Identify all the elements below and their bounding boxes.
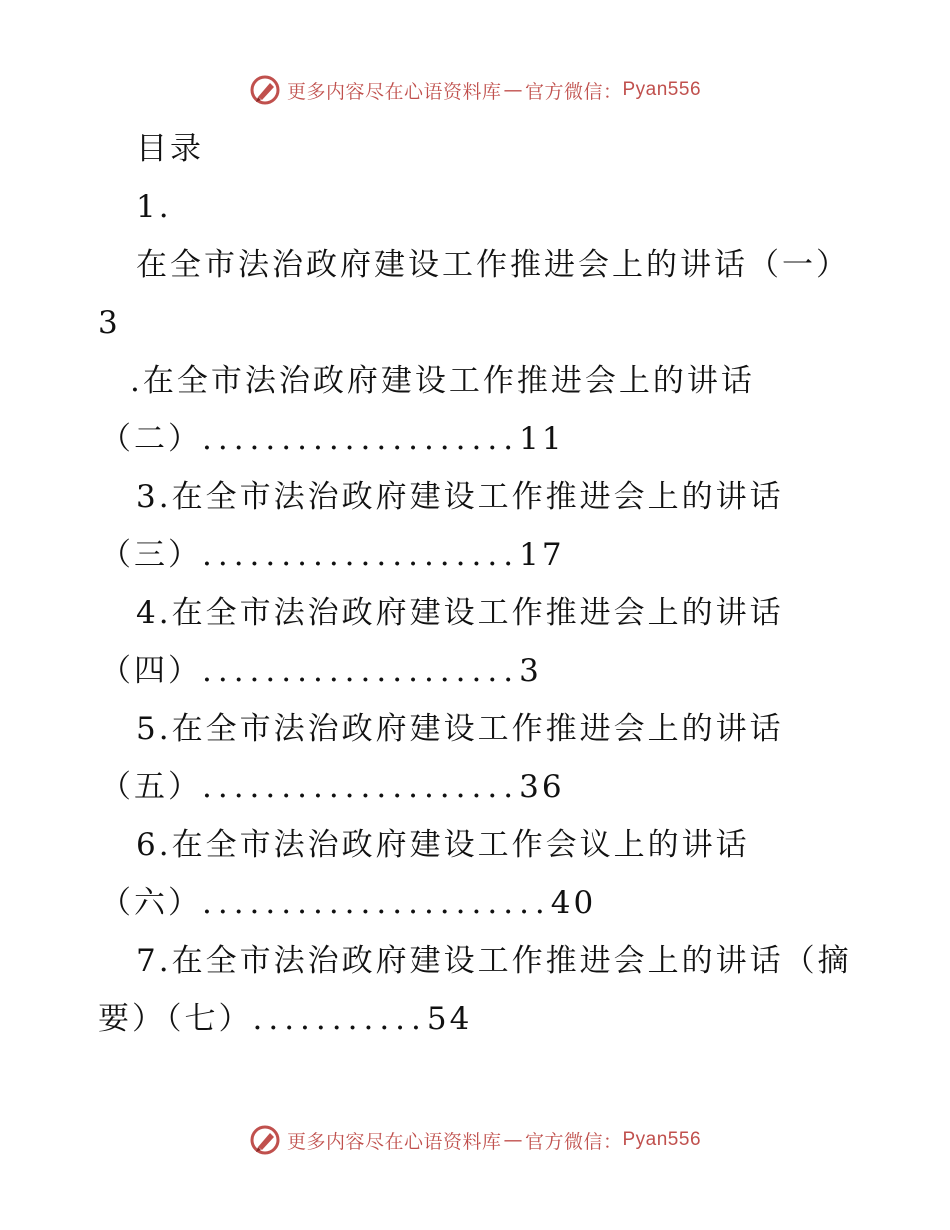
toc-entry-6-cont[interactable] — [100, 874, 596, 932]
toc-entry-3-prefix: 3. — [136, 479, 172, 515]
watermark-separator: — — [503, 79, 523, 101]
toc-entry-4-cont[interactable] — [100, 642, 542, 700]
toc-entry-7-page: 54 — [426, 1001, 473, 1037]
toc-entry-2-sub: （二） — [100, 421, 202, 457]
toc-entry-4-prefix: 4. — [136, 595, 172, 631]
toc-entry-5-cont[interactable] — [100, 758, 565, 816]
header-watermark — [0, 70, 950, 110]
toc-entry-7-leader: ........... — [252, 1001, 427, 1037]
watermark-text: 更多内容尽在心语资料库 — [286, 1130, 502, 1153]
toc-entry-5-text: 在全市法治政府建设工作推进会上的讲话 — [171, 711, 784, 747]
toc-entry-1-prefix: 1. — [136, 189, 172, 225]
watermark-wechat-label: 官方微信： — [524, 80, 623, 103]
toc-entry-6-leader: ...................... — [202, 885, 551, 921]
toc-entry-3-cont[interactable] — [100, 526, 565, 584]
toc-entry-6[interactable] — [136, 816, 750, 874]
toc-entry-4-page: 3 — [519, 653, 542, 689]
toc-entry-7[interactable] — [136, 932, 852, 990]
toc-entry-3[interactable] — [136, 468, 784, 526]
toc-entry-5-sub: （五） — [100, 769, 202, 805]
toc-entry-2-text: 在全市法治政府建设工作推进会上的讲话 — [142, 363, 755, 399]
toc-entry-1-page: 3 — [98, 305, 121, 341]
toc-entry-4-text: 在全市法治政府建设工作推进会上的讲话 — [171, 595, 784, 631]
toc-entry-4[interactable] — [136, 584, 784, 642]
toc-entry-5-leader: .................... — [202, 769, 520, 805]
toc-entry-6-sub: （六） — [100, 885, 202, 921]
watermark-text: 更多内容尽在心语资料库 — [286, 80, 502, 103]
toc-entry-6-text: 在全市法治政府建设工作会议上的讲话 — [171, 827, 750, 863]
watermark-wechat-id: Pyan556 — [622, 1129, 702, 1150]
toc-entry-3-text: 在全市法治政府建设工作推进会上的讲话 — [171, 479, 784, 515]
watermark-separator: — — [503, 1129, 523, 1151]
toc-entry-6-page: 40 — [550, 885, 597, 921]
toc-entry-4-sub: （四） — [100, 653, 202, 689]
toc-entry-2-page: 11 — [519, 421, 565, 457]
toc-entry-6-prefix: 6. — [136, 827, 172, 863]
watermark-wechat-label: 官方微信： — [524, 1130, 623, 1153]
watermark-wechat-id: Pyan556 — [622, 79, 702, 100]
footer-watermark — [0, 1120, 950, 1160]
toc-entry-2-leader: .................... — [202, 421, 520, 457]
pen-logo-icon — [249, 1124, 281, 1156]
toc-entry-5-page: 36 — [519, 769, 565, 805]
toc-entry-7-text: 在全市法治政府建设工作推进会上的讲话（摘 — [171, 943, 852, 979]
toc-entry-5[interactable] — [136, 700, 784, 758]
toc-entry-7-sub: 要）（七） — [98, 1001, 253, 1037]
toc-entry-5-prefix: 5. — [136, 711, 172, 747]
toc-entry-7-cont[interactable] — [98, 990, 472, 1048]
toc-entry-3-page: 17 — [519, 537, 565, 573]
toc-entry-1-text: 在全市法治政府建设工作推进会上的讲话（一） — [136, 247, 850, 283]
toc-entry-4-leader: .................... — [202, 653, 520, 689]
toc-entry-3-sub: （三） — [100, 537, 202, 573]
pen-logo-icon — [249, 74, 281, 106]
toc-entry-2-prefix: . — [130, 363, 143, 399]
toc-entry-2-cont[interactable] — [100, 410, 565, 468]
toc-entry-2[interactable] — [130, 352, 755, 410]
toc-entry-7-prefix: 7. — [136, 943, 172, 979]
toc-title: 目录 — [136, 131, 204, 167]
toc-entry-3-leader: .................... — [202, 537, 520, 573]
